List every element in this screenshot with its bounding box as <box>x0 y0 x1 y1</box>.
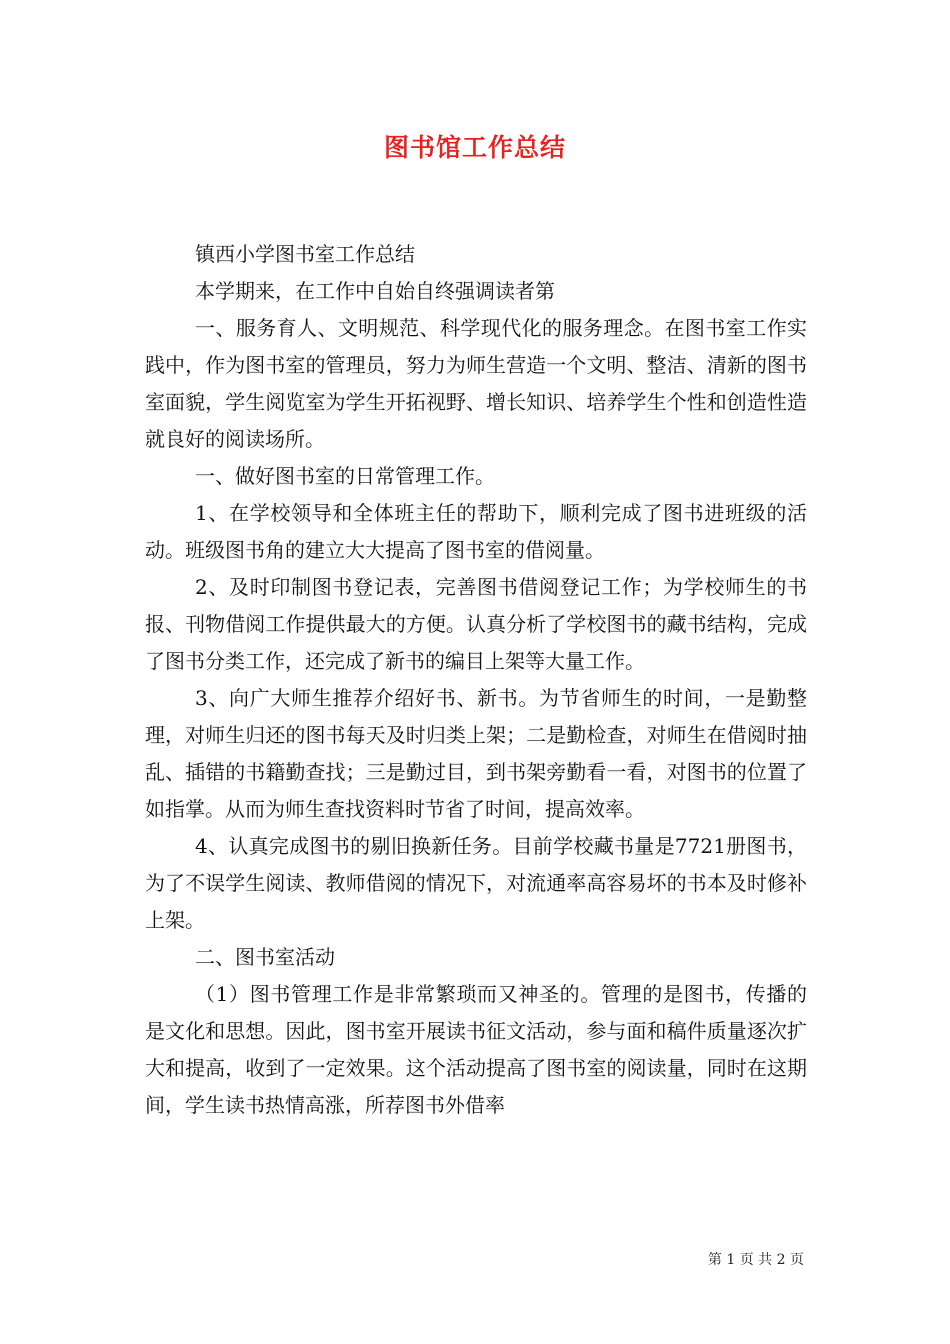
page-number-footer: 第 1 页 共 2 页 <box>707 1252 804 1268</box>
document-body <box>145 236 807 1124</box>
paragraph-section-1-heading: 一、做好图书室的日常管理工作。 <box>195 464 495 488</box>
paragraph-item-1: 1、在学校领导和全体班主任的帮助下，顺利完成了图书进班级的活动。班级图书角的建立大大提高了图书室的借阅量。 <box>145 501 807 562</box>
paragraph-item-4: 4、认真完成图书的剔旧换新任务。目前学校藏书量是7721册图书，为了不误学生阅读、教师借阅的情况下，对流通率高容易坏的书本及时修补上架。 <box>145 834 807 932</box>
paragraph-item-2: 2、及时印制图书登记表，完善图书借阅登记工作；为学校师生的书报、刊物借阅工作提供最大的方便。认真分析了学校图书的藏书结构，完成了图书分类工作，还完成了新书的编目上架等大量工作。 <box>145 575 807 673</box>
paragraph-item-3: 3、向广大师生推荐介绍好书、新书。为节省师生的时间，一是勤整理，对师生归还的图书每天及时归类上架；二是勤检查，对师生在借阅时抽乱、插错的书籍勤查找；三是勤过目，到书架旁勤看一看，对图书的位置了如指掌。从而为师生查找资料时节省了时间，提高效率。 <box>145 686 807 821</box>
paragraph-school-heading: 镇西小学图书室工作总结 <box>195 242 415 266</box>
document-title: 图书馆工作总结 <box>383 133 566 162</box>
paragraph-intro: 本学期来，在工作中自始自终强调读者第 <box>195 279 555 303</box>
paragraph-section-2-heading: 二、图书室活动 <box>195 945 335 969</box>
paragraph-service-concept: 一、服务育人、文明规范、科学现代化的服务理念。在图书室工作实践中，作为图书室的管理员，努力为师生营造一个文明、整洁、清新的图书室面貌，学生阅览室为学生开拓视野、增长知识、培养学生个性和创造性造就良好的阅读场所。 <box>145 316 807 451</box>
paragraph-activity-1: （1）图书管理工作是非常繁琐而又神圣的。管理的是图书，传播的是文化和思想。因此，图书室开展读书征文活动，参与面和稿件质量逐次扩大和提高，收到了一定效果。这个活动提高了图书室的阅读量，同时在这期间，学生读书热情高涨，所荐图书外借率 <box>145 982 807 1117</box>
